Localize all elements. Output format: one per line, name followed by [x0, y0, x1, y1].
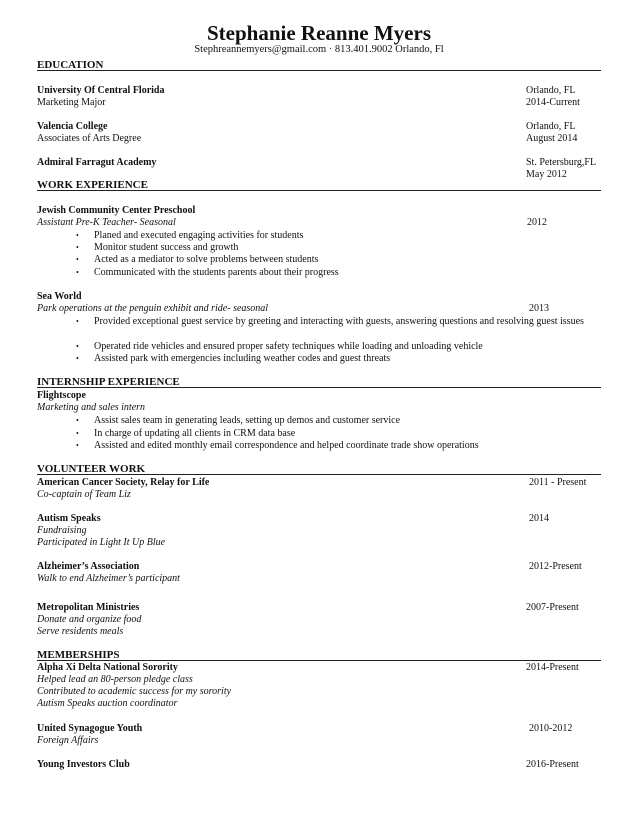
- school-name: University Of Central Florida: [37, 85, 165, 96]
- job-date: 2013: [529, 303, 549, 314]
- section-heading-education: EDUCATION: [37, 59, 104, 71]
- school-date: August 2014: [526, 133, 578, 144]
- volunteer-detail: Fundraising: [37, 525, 87, 536]
- section-heading-memberships: MEMBERSHIPS: [37, 649, 120, 661]
- job-bullet: Communicated with the students parents about their progress: [94, 267, 339, 278]
- membership-detail: Helped lead an 80-person pledge class: [37, 674, 193, 685]
- job-bullet: Assisted park with emergencies including weather codes and guest threats: [94, 353, 391, 364]
- volunteer-date: 2014: [529, 513, 549, 524]
- section-rule: [37, 190, 601, 191]
- membership-date: 2016-Present: [526, 759, 579, 770]
- job-bullet: Provided exceptional guest service by greeting and interacting with guests, answering questions and resolving guest issues: [94, 316, 584, 327]
- internship-bullet: Assisted and edited monthly email correspondence and helped coordinate trade show operations: [94, 440, 479, 451]
- membership-date: 2014-Present: [526, 662, 579, 673]
- volunteer-detail: Walk to end Alzheimer’s participant: [37, 573, 180, 584]
- section-heading-internship: INTERNSHIP EXPERIENCE: [37, 376, 180, 388]
- job-date: 2012: [527, 217, 547, 228]
- job-bullet: Planed and executed engaging activities for students: [94, 230, 304, 241]
- volunteer-detail: Donate and organize food: [37, 614, 142, 625]
- volunteer-detail: Serve residents meals: [37, 626, 124, 637]
- section-heading-volunteer: VOLUNTEER WORK: [37, 463, 146, 475]
- volunteer-org: American Cancer Society, Relay for Life: [37, 477, 210, 488]
- section-rule: [37, 474, 601, 475]
- school-location: St. Petersburg,FL: [526, 157, 597, 168]
- school-date: 2014-Current: [526, 97, 580, 108]
- school-location: Orlando, FL: [526, 121, 576, 132]
- volunteer-org: Metropolitan Ministries: [37, 602, 140, 613]
- volunteer-date: 2012-Present: [529, 561, 582, 572]
- job-role: Park operations at the penguin exhibit and ride- seasonal: [37, 303, 269, 314]
- internship-bullet: Assist sales team in generating leads, setting up demos and customer service: [94, 415, 401, 426]
- membership-detail: Contributed to academic success for my sorority: [37, 686, 232, 697]
- bullet-icon: •: [76, 354, 79, 363]
- membership-date: 2010-2012: [529, 723, 573, 734]
- membership-org: Alpha Xi Delta National Sorority: [37, 662, 178, 673]
- volunteer-date: 2007-Present: [526, 602, 579, 613]
- volunteer-org: Alzheimer’s Association: [37, 561, 140, 572]
- bullet-icon: •: [76, 342, 79, 351]
- employer-name: Sea World: [37, 291, 82, 302]
- bullet-icon: •: [76, 231, 79, 240]
- internship-bullet: In charge of updating all clients in CRM data base: [94, 428, 296, 439]
- bullet-icon: •: [76, 243, 79, 252]
- school-name: Valencia College: [37, 121, 108, 132]
- job-bullet: Operated ride vehicles and ensured proper safety techniques while loading and unloading vehicle: [94, 341, 483, 352]
- volunteer-org: Autism Speaks: [37, 513, 101, 524]
- bullet-icon: •: [76, 429, 79, 438]
- bullet-icon: •: [76, 268, 79, 277]
- section-rule: [37, 660, 601, 661]
- school-date: May 2012: [526, 169, 567, 180]
- section-rule: [37, 70, 601, 71]
- membership-detail: Foreign Affairs: [37, 735, 99, 746]
- bullet-icon: •: [76, 317, 79, 326]
- section-heading-work: WORK EXPERIENCE: [37, 179, 148, 191]
- membership-detail: Autism Speaks auction coordinator: [37, 698, 178, 709]
- school-detail: Marketing Major: [37, 97, 106, 108]
- volunteer-detail: Participated in Light It Up Blue: [37, 537, 166, 548]
- school-location: Orlando, FL: [526, 85, 576, 96]
- contact-info: Stephreannemyers@gmail.com · 813.401.9002 Orlando, Fl: [194, 44, 444, 55]
- membership-org: Young Investors Club: [37, 759, 130, 770]
- school-name: Admiral Farragut Academy: [37, 157, 157, 168]
- section-rule: [37, 387, 601, 388]
- job-bullet: Monitor student success and growth: [94, 242, 239, 253]
- employer-name: Jewish Community Center Preschool: [37, 205, 196, 216]
- resume-name: Stephanie Reanne Myers: [207, 21, 431, 45]
- bullet-icon: •: [76, 416, 79, 425]
- job-bullet: Acted as a mediator to solve problems between students: [94, 254, 319, 265]
- internship-company: Flightscope: [37, 390, 86, 401]
- volunteer-date: 2011 - Present: [529, 477, 587, 488]
- internship-role: Marketing and sales intern: [37, 402, 146, 413]
- job-role: Assistant Pre-K Teacher- Seasonal: [37, 217, 176, 228]
- bullet-icon: •: [76, 255, 79, 264]
- bullet-icon: •: [76, 441, 79, 450]
- membership-org: United Synagogue Youth: [37, 723, 143, 734]
- school-detail: Associates of Arts Degree: [37, 133, 142, 144]
- volunteer-detail: Co-captain of Team Liz: [37, 489, 131, 500]
